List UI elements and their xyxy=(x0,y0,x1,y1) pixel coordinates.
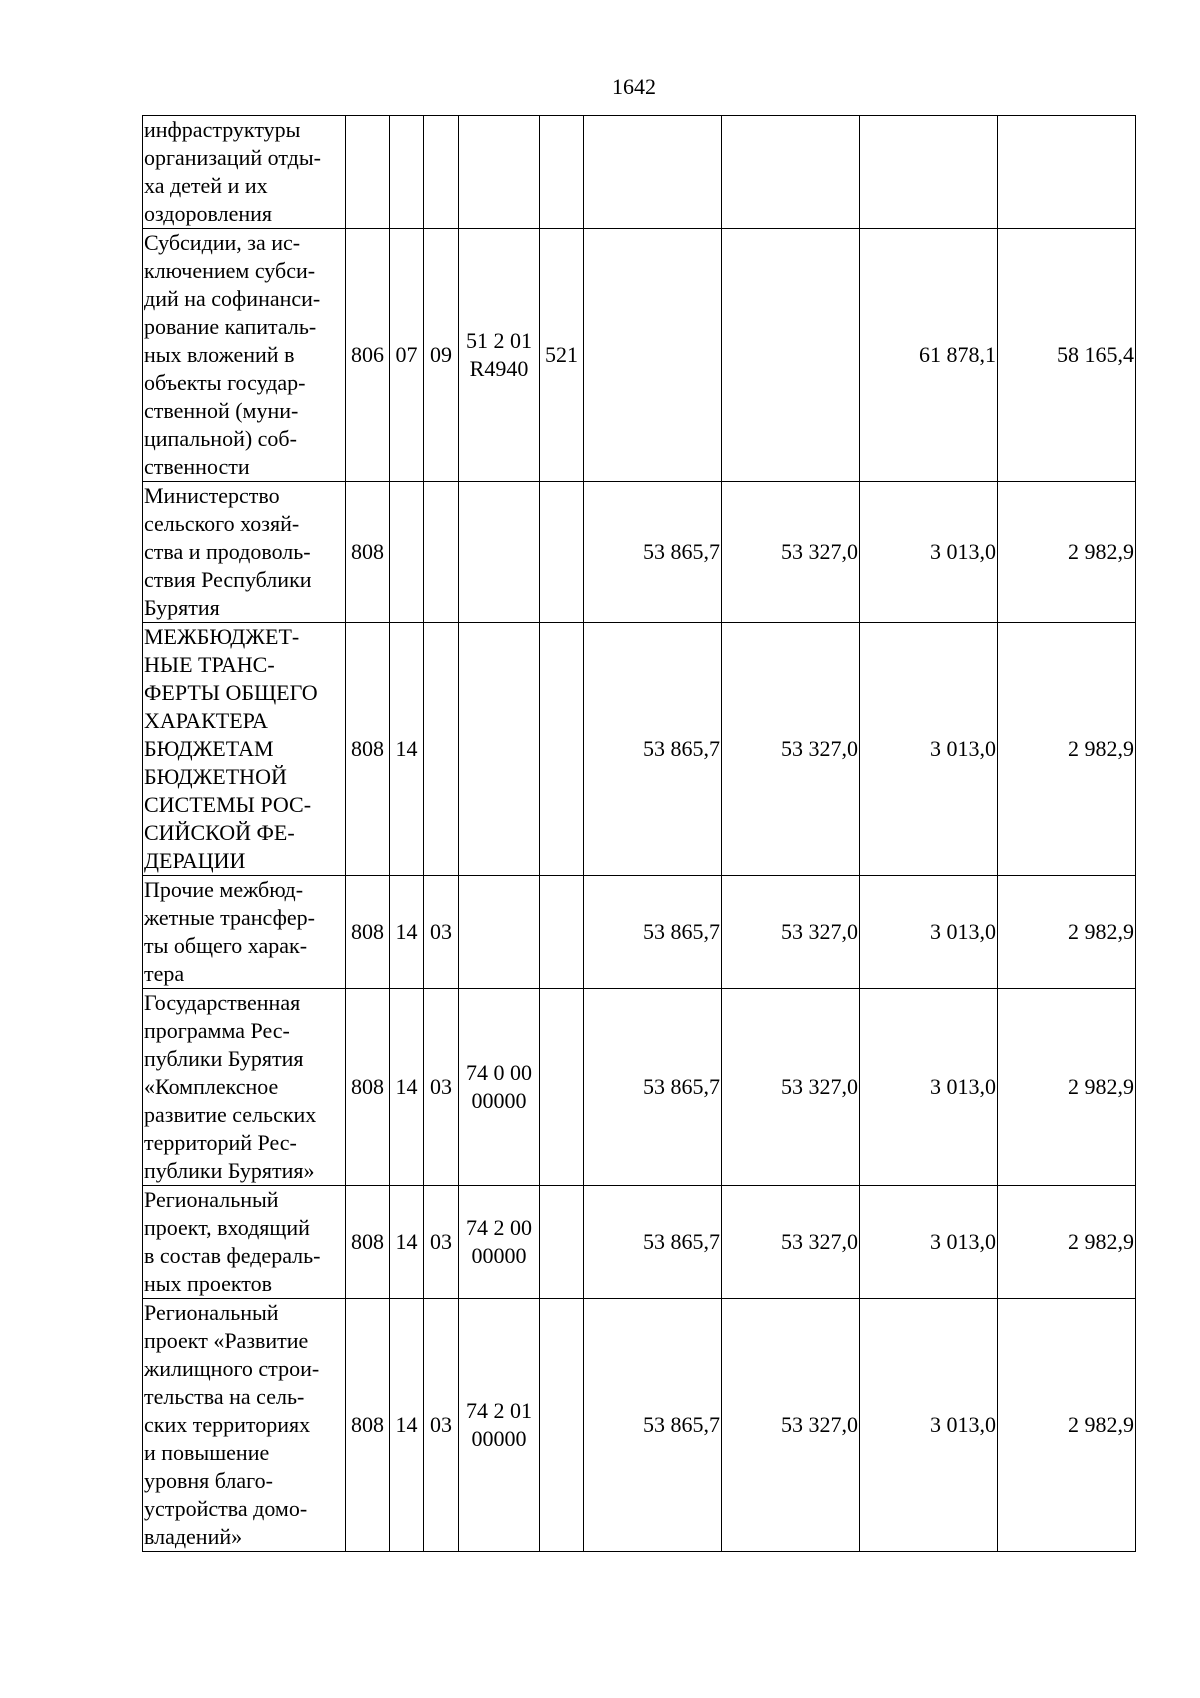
row-name-line: ципальной) соб- xyxy=(144,426,297,451)
section-code-cell: 14 xyxy=(390,1299,424,1552)
row-name-line: БЮДЖЕТАМ xyxy=(144,736,274,761)
row-name-line: Министерство xyxy=(144,483,280,508)
row-name-line: СИЙСКОЙ ФЕ- xyxy=(144,820,295,845)
subsection-code-cell xyxy=(424,623,459,876)
target-article-cell xyxy=(459,989,540,1186)
row-name-cell xyxy=(143,876,346,989)
amount-cell-3: 3 013,0 xyxy=(860,876,998,989)
row-name-cell xyxy=(143,623,346,876)
amount-cell-3: 3 013,0 xyxy=(860,623,998,876)
target-article-cell xyxy=(459,116,540,229)
row-name-line: проект, входящий xyxy=(144,1215,310,1240)
row-name-cell xyxy=(143,1186,346,1299)
expense-type-cell xyxy=(540,876,584,989)
amount-cell-2: 53 327,0 xyxy=(722,876,860,989)
amount-cell-1: 53 865,7 xyxy=(584,989,722,1186)
amount-cell-1: 53 865,7 xyxy=(584,482,722,623)
ministry-code-cell: 808 xyxy=(346,876,390,989)
target-article-cell xyxy=(459,623,540,876)
amount-cell-4: 2 982,9 xyxy=(998,1186,1136,1299)
ministry-code-cell: 808 xyxy=(346,989,390,1186)
amount-cell-4: 2 982,9 xyxy=(998,989,1136,1186)
target-article-line: R4940 xyxy=(469,356,529,381)
page-number: 1642 xyxy=(612,74,656,99)
ministry-code-cell: 808 xyxy=(346,1186,390,1299)
section-code-cell: 14 xyxy=(390,1186,424,1299)
amount-cell-1: 53 865,7 xyxy=(584,876,722,989)
table-row xyxy=(143,623,1136,876)
table-row xyxy=(143,116,1136,229)
row-name-line: публики Бурятия xyxy=(144,1046,304,1071)
amount-cell-3: 3 013,0 xyxy=(860,989,998,1186)
amount-cell-1 xyxy=(584,116,722,229)
row-name-line: тельства на сель- xyxy=(144,1384,305,1409)
row-name-line: ствия Республики xyxy=(144,567,312,592)
row-name-line: уровня благо- xyxy=(144,1468,273,1493)
section-code-cell xyxy=(390,482,424,623)
target-article-line: 00000 xyxy=(471,1426,527,1451)
table-row xyxy=(143,1186,1136,1299)
amount-cell-1: 53 865,7 xyxy=(584,1299,722,1552)
row-name-line: публики Бурятия» xyxy=(144,1158,315,1183)
amount-cell-3: 3 013,0 xyxy=(860,1186,998,1299)
row-name-line: ных проектов xyxy=(144,1271,272,1296)
row-name-line: ных вложений в xyxy=(144,342,295,367)
expense-type-cell: 521 xyxy=(540,229,584,482)
target-article-cell xyxy=(459,1186,540,1299)
row-name-line: объекты государ- xyxy=(144,370,306,395)
amount-cell-3: 3 013,0 xyxy=(860,482,998,623)
row-name-line: тера xyxy=(144,961,185,986)
row-name-line: Региональный xyxy=(144,1300,279,1325)
ministry-code-cell: 808 xyxy=(346,1299,390,1552)
row-name-cell xyxy=(143,482,346,623)
expense-type-cell xyxy=(540,482,584,623)
table-row xyxy=(143,989,1136,1186)
expense-type-cell xyxy=(540,116,584,229)
row-name-line: программа Рес- xyxy=(144,1018,290,1043)
row-name-line: Региональный xyxy=(144,1187,279,1212)
ministry-code-cell: 808 xyxy=(346,482,390,623)
subsection-code-cell: 09 xyxy=(424,229,459,482)
table-body xyxy=(143,116,1136,1552)
row-name-cell xyxy=(143,1299,346,1552)
row-name-line: оздоровления xyxy=(144,201,272,226)
table-row xyxy=(143,482,1136,623)
row-name-line: МЕЖБЮДЖЕТ- xyxy=(144,624,300,649)
row-name-line: жетные трансфер- xyxy=(144,905,315,930)
row-name-line: ФЕРТЫ ОБЩЕГО xyxy=(144,680,318,705)
subsection-code-cell xyxy=(424,482,459,623)
row-name-line: СИСТЕМЫ РОС- xyxy=(144,792,312,817)
amount-cell-3: 61 878,1 xyxy=(860,229,998,482)
amount-cell-4: 58 165,4 xyxy=(998,229,1136,482)
target-article-line: 00000 xyxy=(471,1088,527,1113)
row-name-line: проект «Развитие xyxy=(144,1328,309,1353)
target-article-line: 74 2 01 xyxy=(466,1398,532,1423)
target-article-cell xyxy=(459,482,540,623)
row-name-line: сельского хозяй- xyxy=(144,511,300,536)
expense-type-cell xyxy=(540,989,584,1186)
row-name-line: ских территориях xyxy=(144,1412,311,1437)
row-name-line: ства и продоволь- xyxy=(144,539,311,564)
row-name-line: Государственная xyxy=(144,990,301,1015)
amount-cell-2: 53 327,0 xyxy=(722,1299,860,1552)
row-name-line: дий на софинанси- xyxy=(144,286,321,311)
amount-cell-2: 53 327,0 xyxy=(722,482,860,623)
row-name-line: ственности xyxy=(144,454,250,479)
budget-table xyxy=(142,115,1136,1552)
target-article-line: 74 0 00 xyxy=(466,1060,532,1085)
section-code-cell xyxy=(390,116,424,229)
ministry-code-cell: 806 xyxy=(346,229,390,482)
amount-cell-2: 53 327,0 xyxy=(722,623,860,876)
amount-cell-4 xyxy=(998,116,1136,229)
section-code-cell: 14 xyxy=(390,989,424,1186)
subsection-code-cell: 03 xyxy=(424,1186,459,1299)
row-name-line: Субсидии, за ис- xyxy=(144,230,301,255)
amount-cell-1: 53 865,7 xyxy=(584,623,722,876)
row-name-cell xyxy=(143,989,346,1186)
row-name-line: устройства домо- xyxy=(144,1496,308,1521)
row-name-cell xyxy=(143,116,346,229)
amount-cell-2: 53 327,0 xyxy=(722,1186,860,1299)
row-name-cell xyxy=(143,229,346,482)
target-article-cell xyxy=(459,1299,540,1552)
row-name-line: развитие сельских xyxy=(144,1102,317,1127)
amount-cell-3: 3 013,0 xyxy=(860,1299,998,1552)
row-name-line: БЮДЖЕТНОЙ xyxy=(144,764,287,789)
section-code-cell: 14 xyxy=(390,623,424,876)
expense-type-cell xyxy=(540,1186,584,1299)
row-name-line: ты общего харак- xyxy=(144,933,308,958)
row-name-line: организаций отды- xyxy=(144,145,321,170)
row-name-line: НЫЕ ТРАНС- xyxy=(144,652,275,677)
subsection-code-cell: 03 xyxy=(424,1299,459,1552)
row-name-line: «Комплексное xyxy=(144,1074,279,1099)
expense-type-cell xyxy=(540,623,584,876)
amount-cell-1 xyxy=(584,229,722,482)
amount-cell-2: 53 327,0 xyxy=(722,989,860,1186)
row-name-line: инфраструктуры xyxy=(144,117,301,142)
table-row xyxy=(143,1299,1136,1552)
amount-cell-1: 53 865,7 xyxy=(584,1186,722,1299)
amount-cell-2 xyxy=(722,229,860,482)
ministry-code-cell: 808 xyxy=(346,623,390,876)
amount-cell-3 xyxy=(860,116,998,229)
amount-cell-4: 2 982,9 xyxy=(998,482,1136,623)
amount-cell-2 xyxy=(722,116,860,229)
amount-cell-4: 2 982,9 xyxy=(998,876,1136,989)
row-name-line: ХАРАКТЕРА xyxy=(144,708,268,733)
expense-type-cell xyxy=(540,1299,584,1552)
section-code-cell: 14 xyxy=(390,876,424,989)
target-article-line: 00000 xyxy=(471,1243,527,1268)
row-name-line: ключением субси- xyxy=(144,258,316,283)
table-row xyxy=(143,229,1136,482)
table-row xyxy=(143,876,1136,989)
ministry-code-cell xyxy=(346,116,390,229)
row-name-line: ственной (муни- xyxy=(144,398,299,423)
subsection-code-cell: 03 xyxy=(424,989,459,1186)
amount-cell-4: 2 982,9 xyxy=(998,1299,1136,1552)
subsection-code-cell xyxy=(424,116,459,229)
row-name-line: ха детей и их xyxy=(144,173,268,198)
target-article-line: 74 2 00 xyxy=(466,1215,532,1240)
row-name-line: владений» xyxy=(144,1524,243,1549)
section-code-cell: 07 xyxy=(390,229,424,482)
row-name-line: жилищного строи- xyxy=(144,1356,320,1381)
row-name-line: рование капиталь- xyxy=(144,314,317,339)
row-name-line: и повышение xyxy=(144,1440,270,1465)
amount-cell-4: 2 982,9 xyxy=(998,623,1136,876)
row-name-line: в состав федераль- xyxy=(144,1243,321,1268)
target-article-line: 51 2 01 xyxy=(466,328,532,353)
row-name-line: Бурятия xyxy=(144,595,220,620)
target-article-cell xyxy=(459,229,540,482)
row-name-line: территорий Рес- xyxy=(144,1130,297,1155)
row-name-line: Прочие межбюд- xyxy=(144,877,304,902)
row-name-line: ДЕРАЦИИ xyxy=(144,848,246,873)
subsection-code-cell: 03 xyxy=(424,876,459,989)
target-article-cell xyxy=(459,876,540,989)
